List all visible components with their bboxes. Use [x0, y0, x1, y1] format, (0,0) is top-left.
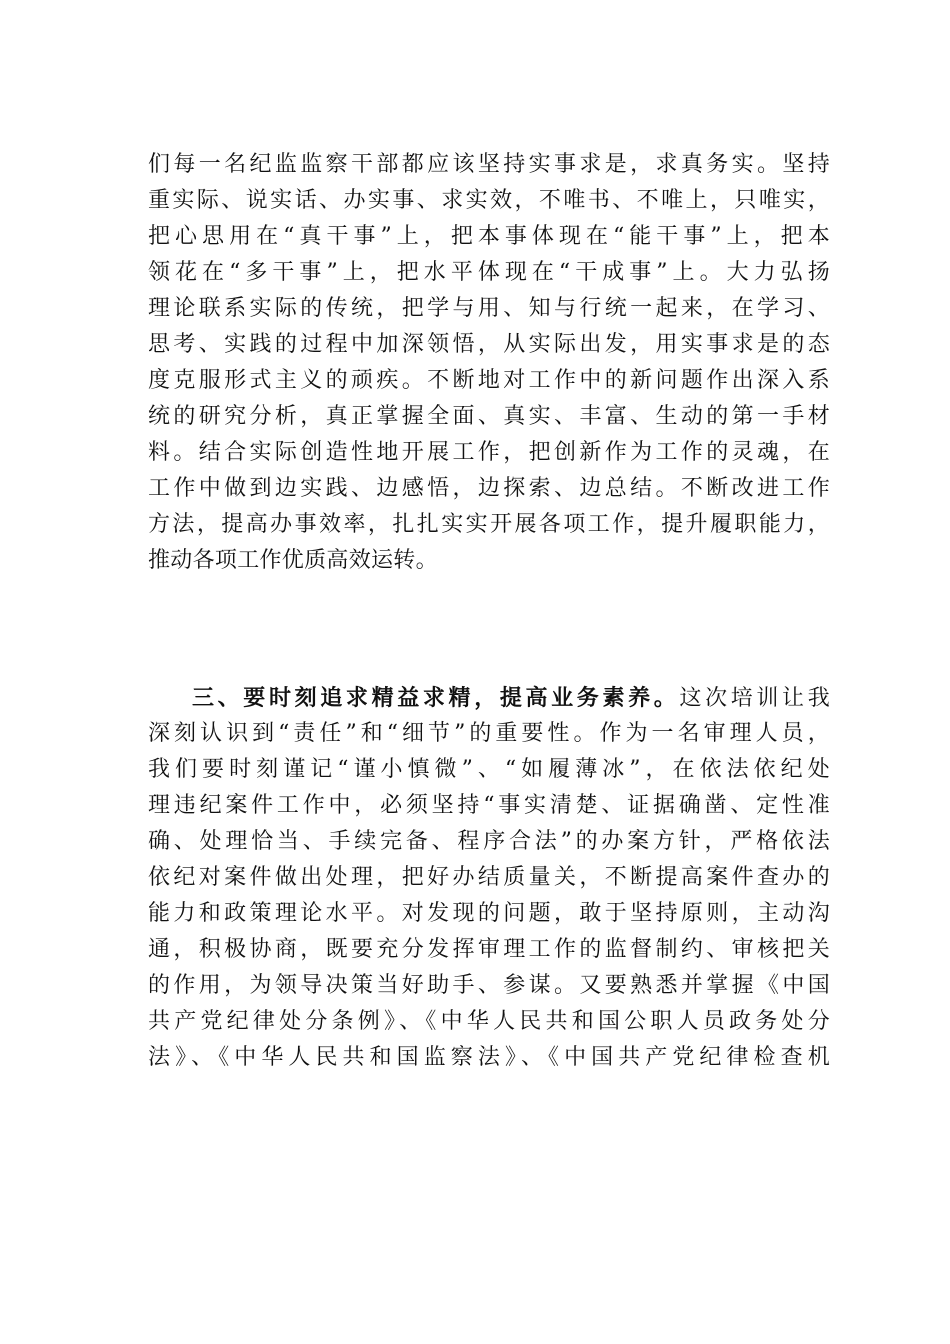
text-line: 确、处理恰当、手续完备、程序合法”的办案方针，严格依法 — [148, 829, 830, 854]
text-line: 我们要时刻谨记“谨小慎微”、“如履薄冰”，在依法依纪处 — [148, 757, 830, 782]
text-line: 理违纪案件工作中，必须坚持“事实清楚、证据确凿、定性准 — [148, 793, 830, 818]
heading-line-text: 这次培训让我 — [679, 686, 830, 711]
text-line: 们每一名纪监监察干部都应该坚持实事求是，求真务实。坚持 — [148, 152, 830, 177]
text-line: 度克服形式主义的顽疾。不断地对工作中的新问题作出深入系 — [148, 368, 830, 393]
section-heading: 三、要时刻追求精益求精，提高业务素养。 — [192, 685, 680, 711]
text-line: 把心思用在“真干事”上，把本事体现在“能干事”上，把本 — [148, 224, 830, 249]
text-line: 的作用，为领导决策当好助手、参谋。又要熟悉并掌握《中国 — [148, 973, 830, 998]
text-line: 料。结合实际创造性地开展工作，把创新作为工作的灵魂，在 — [148, 440, 830, 465]
text-line: 统的研究分析，真正掌握全面、真实、丰富、生动的第一手材 — [148, 404, 830, 429]
text-line: 依纪对案件做出处理，把好办结质量关，不断提高案件查办的 — [148, 865, 830, 890]
section-heading-line — [148, 680, 830, 716]
text-line: 深刻认识到“责任”和“细节”的重要性。作为一名审理人员， — [148, 721, 830, 746]
text-line: 思考、实践的过程中加深领悟，从实际出发，用实事求是的态 — [148, 332, 830, 357]
text-line: 领花在“多干事”上，把水平体现在“干成事”上。大力弘扬 — [148, 260, 830, 285]
text-line: 工作中做到边实践、边感悟，边探索、边总结。不断改进工作 — [148, 476, 830, 501]
text-line: 共产党纪律处分条例》、《中华人民共和国公职人员政务处分 — [148, 1009, 830, 1034]
text-line: 方法，提高办事效率，扎扎实实开展各项工作，提升履职能力， — [148, 512, 830, 537]
text-line: 推动各项工作优质高效运转。 — [148, 548, 438, 573]
body-paragraph-2 — [148, 680, 830, 1076]
text-line: 能力和政策理论水平。对发现的问题，敢于坚持原则，主动沟 — [148, 901, 830, 926]
text-line: 重实际、说实话、办实事、求实效，不唯书、不唯上，只唯实， — [148, 188, 830, 213]
text-line: 理论联系实际的传统，把学与用、知与行统一起来，在学习、 — [148, 296, 830, 321]
text-line: 法》、《中华人民共和国监察法》、《中国共产党纪律检查机 — [148, 1045, 830, 1070]
body-paragraph-1 — [148, 147, 830, 579]
text-line: 通，积极协商，既要充分发挥审理工作的监督制约、审核把关 — [148, 937, 830, 962]
